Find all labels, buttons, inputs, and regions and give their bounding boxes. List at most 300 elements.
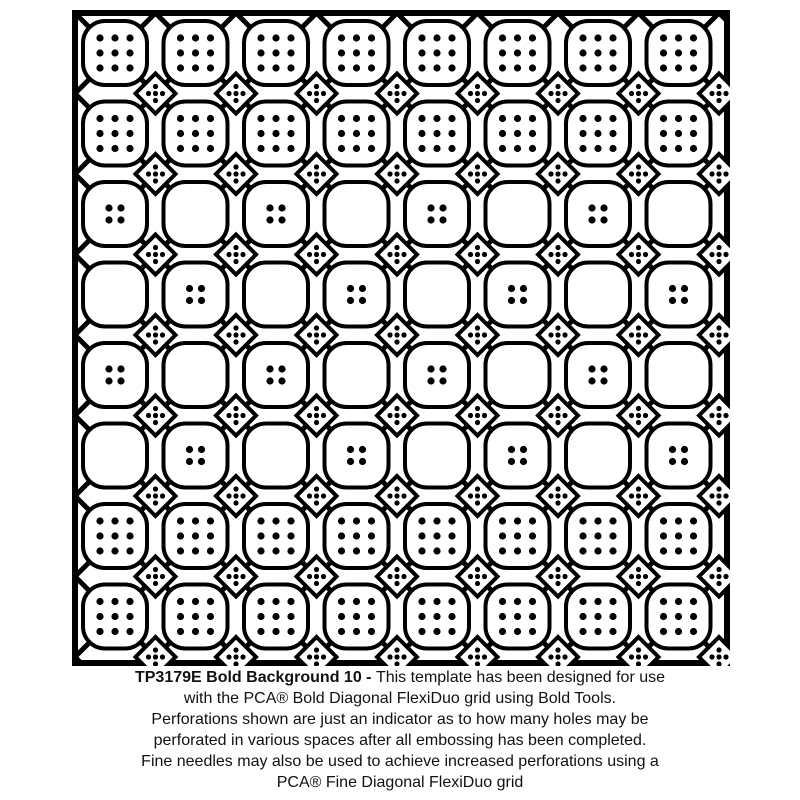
perforation-dot xyxy=(555,325,560,330)
perforation-dot xyxy=(314,567,319,572)
perforation-dot xyxy=(448,517,455,524)
perforation-dot xyxy=(555,406,560,411)
perforation-dot xyxy=(387,574,392,579)
perforation-dot xyxy=(177,628,184,635)
perforation-dot xyxy=(186,285,193,292)
perforation-dot xyxy=(233,245,238,250)
perforation-dot xyxy=(401,332,406,337)
perforation-dot xyxy=(96,64,103,71)
perforation-dot xyxy=(588,216,595,223)
caption-separator: - xyxy=(361,669,376,686)
perforation-dot xyxy=(111,517,118,524)
perforation-dot xyxy=(636,486,641,491)
perforation-dot xyxy=(643,413,648,418)
perforation-dot xyxy=(240,252,245,257)
perforation-dot xyxy=(600,365,607,372)
perforation-dot xyxy=(681,285,688,292)
perforation-dot xyxy=(636,413,641,418)
perforation-dot xyxy=(233,164,238,169)
lattice-pattern-svg xyxy=(72,10,730,666)
perforation-dot xyxy=(675,598,682,605)
perforation-dot xyxy=(609,613,616,620)
perforation-dot xyxy=(600,377,607,384)
perforation-dot xyxy=(233,178,238,183)
perforation-dot xyxy=(709,332,714,337)
perforation-dot xyxy=(418,49,425,56)
perforation-dot xyxy=(257,115,264,122)
perforation-dot xyxy=(579,130,586,137)
perforation-dot xyxy=(353,34,360,41)
perforation-dot xyxy=(609,598,616,605)
perforation-dot xyxy=(353,64,360,71)
perforation-dot xyxy=(314,98,319,103)
perforation-dot xyxy=(669,458,676,465)
perforation-dot xyxy=(186,458,193,465)
perforation-dot xyxy=(272,598,279,605)
perforation-dot xyxy=(153,84,158,89)
perforation-dot xyxy=(427,365,434,372)
perforation-dot xyxy=(529,517,536,524)
perforation-dot xyxy=(240,332,245,337)
perforation-dot xyxy=(96,613,103,620)
perforation-dot xyxy=(433,628,440,635)
rounded-petal-tile xyxy=(405,343,469,407)
perforation-dot xyxy=(562,574,567,579)
perforation-dot xyxy=(723,332,728,337)
perforation-dot xyxy=(177,517,184,524)
perforation-dot xyxy=(153,420,158,425)
perforation-dot xyxy=(499,145,506,152)
perforation-dot xyxy=(314,420,319,425)
perforation-dot xyxy=(594,598,601,605)
perforation-dot xyxy=(579,49,586,56)
perforation-dot xyxy=(594,64,601,71)
perforation-dot xyxy=(468,654,473,659)
perforation-dot xyxy=(716,406,721,411)
perforation-dot xyxy=(96,598,103,605)
perforation-dot xyxy=(272,517,279,524)
perforation-dot xyxy=(233,413,238,418)
perforation-dot xyxy=(448,628,455,635)
rounded-petal-tile xyxy=(83,424,147,488)
perforation-dot xyxy=(548,654,553,659)
perforation-dot xyxy=(314,332,319,337)
perforation-dot xyxy=(240,574,245,579)
perforation-dot xyxy=(233,84,238,89)
perforation-dot xyxy=(368,34,375,41)
perforation-dot xyxy=(257,613,264,620)
perforation-dot xyxy=(394,252,399,257)
perforation-dot xyxy=(257,34,264,41)
perforation-dot xyxy=(278,365,285,372)
perforation-dot xyxy=(709,91,714,96)
perforation-dot xyxy=(307,171,312,176)
perforation-dot xyxy=(240,171,245,176)
perforation-dot xyxy=(555,567,560,572)
perforation-dot xyxy=(257,547,264,554)
perforation-dot xyxy=(690,532,697,539)
perforation-dot xyxy=(439,365,446,372)
perforation-dot xyxy=(508,285,515,292)
perforation-dot xyxy=(499,613,506,620)
perforation-dot xyxy=(233,171,238,176)
perforation-dot xyxy=(636,252,641,257)
perforation-dot xyxy=(609,547,616,554)
rounded-petal-tile xyxy=(164,263,228,327)
perforation-dot xyxy=(600,216,607,223)
perforation-dot xyxy=(126,64,133,71)
perforation-dot xyxy=(555,493,560,498)
perforation-dot xyxy=(96,628,103,635)
perforation-dot xyxy=(629,91,634,96)
perforation-dot xyxy=(314,493,319,498)
perforation-dot xyxy=(111,145,118,152)
perforation-dot xyxy=(723,252,728,257)
perforation-dot xyxy=(198,297,205,304)
perforation-dot xyxy=(475,91,480,96)
perforation-dot xyxy=(314,486,319,491)
perforation-dot xyxy=(520,285,527,292)
rounded-petal-tile xyxy=(244,182,308,246)
perforation-dot xyxy=(439,377,446,384)
perforation-dot xyxy=(499,34,506,41)
perforation-dot xyxy=(226,654,231,659)
perforation-dot xyxy=(192,64,199,71)
perforation-dot xyxy=(368,145,375,152)
perforation-dot xyxy=(257,64,264,71)
perforation-dot xyxy=(475,245,480,250)
perforation-dot xyxy=(207,115,214,122)
perforation-dot xyxy=(690,628,697,635)
perforation-dot xyxy=(555,332,560,337)
perforation-dot xyxy=(338,547,345,554)
perforation-dot xyxy=(427,216,434,223)
perforation-dot xyxy=(555,581,560,586)
perforation-dot xyxy=(394,420,399,425)
perforation-dot xyxy=(660,145,667,152)
perforation-dot xyxy=(629,493,634,498)
perforation-dot xyxy=(636,581,641,586)
perforation-dot xyxy=(548,171,553,176)
perforation-dot xyxy=(433,532,440,539)
perforation-dot xyxy=(347,297,354,304)
perforation-dot xyxy=(579,613,586,620)
perforation-dot xyxy=(314,581,319,586)
perforation-dot xyxy=(579,517,586,524)
perforation-dot xyxy=(609,130,616,137)
perforation-dot xyxy=(338,49,345,56)
perforation-dot xyxy=(418,547,425,554)
perforation-dot xyxy=(321,654,326,659)
perforation-dot xyxy=(709,493,714,498)
perforation-dot xyxy=(207,517,214,524)
perforation-dot xyxy=(368,598,375,605)
perforation-dot xyxy=(272,532,279,539)
perforation-dot xyxy=(475,493,480,498)
perforation-dot xyxy=(307,413,312,418)
perforation-dot xyxy=(609,517,616,524)
perforation-dot xyxy=(233,647,238,652)
perforation-dot xyxy=(660,130,667,137)
perforation-dot xyxy=(387,252,392,257)
perforation-dot xyxy=(287,130,294,137)
perforation-dot xyxy=(433,613,440,620)
perforation-dot xyxy=(314,413,319,418)
perforation-dot xyxy=(272,613,279,620)
rounded-petal-tile xyxy=(566,182,630,246)
perforation-dot xyxy=(675,613,682,620)
perforation-dot xyxy=(555,245,560,250)
perforation-dot xyxy=(716,493,721,498)
perforation-dot xyxy=(418,34,425,41)
perforation-dot xyxy=(111,628,118,635)
perforation-dot xyxy=(126,628,133,635)
rounded-petal-tile xyxy=(325,424,389,488)
perforation-dot xyxy=(609,628,616,635)
perforation-dot xyxy=(475,647,480,652)
perforation-dot xyxy=(387,171,392,176)
perforation-dot xyxy=(233,325,238,330)
perforation-dot xyxy=(314,647,319,652)
perforation-dot xyxy=(579,34,586,41)
perforation-dot xyxy=(111,130,118,137)
perforation-dot xyxy=(177,115,184,122)
perforation-dot xyxy=(192,628,199,635)
perforation-dot xyxy=(448,613,455,620)
perforation-dot xyxy=(198,285,205,292)
perforation-dot xyxy=(287,598,294,605)
perforation-dot xyxy=(427,204,434,211)
perforation-dot xyxy=(394,493,399,498)
rounded-petal-tile xyxy=(486,343,550,407)
perforation-dot xyxy=(272,115,279,122)
perforation-dot xyxy=(660,547,667,554)
perforation-dot xyxy=(257,628,264,635)
perforation-dot xyxy=(153,574,158,579)
perforation-dot xyxy=(96,532,103,539)
perforation-dot xyxy=(690,49,697,56)
perforation-dot xyxy=(314,339,319,344)
perforation-dot xyxy=(675,130,682,137)
perforation-dot xyxy=(681,458,688,465)
perforation-dot xyxy=(514,64,521,71)
perforation-dot xyxy=(723,654,728,659)
perforation-dot xyxy=(338,613,345,620)
perforation-dot xyxy=(675,547,682,554)
perforation-dot xyxy=(475,178,480,183)
perforation-dot xyxy=(401,493,406,498)
perforation-dot xyxy=(153,500,158,505)
perforation-dot xyxy=(314,91,319,96)
perforation-dot xyxy=(353,532,360,539)
perforation-dot xyxy=(562,413,567,418)
perforation-dot xyxy=(594,34,601,41)
perforation-dot xyxy=(387,91,392,96)
perforation-dot xyxy=(177,598,184,605)
perforation-dot xyxy=(153,486,158,491)
perforation-dot xyxy=(716,420,721,425)
perforation-dot xyxy=(387,654,392,659)
perforation-dot xyxy=(177,130,184,137)
perforation-dot xyxy=(690,613,697,620)
perforation-dot xyxy=(609,532,616,539)
perforation-dot xyxy=(117,216,124,223)
perforation-dot xyxy=(96,34,103,41)
perforation-dot xyxy=(207,532,214,539)
perforation-dot xyxy=(160,332,165,337)
perforation-dot xyxy=(636,84,641,89)
perforation-dot xyxy=(126,34,133,41)
rounded-petal-tile xyxy=(325,182,389,246)
perforation-dot xyxy=(636,420,641,425)
perforation-dot xyxy=(529,64,536,71)
perforation-dot xyxy=(359,446,366,453)
perforation-dot xyxy=(468,413,473,418)
perforation-dot xyxy=(307,91,312,96)
perforation-dot xyxy=(96,130,103,137)
perforation-dot xyxy=(579,628,586,635)
perforation-dot xyxy=(240,654,245,659)
perforation-dot xyxy=(555,647,560,652)
perforation-dot xyxy=(146,91,151,96)
perforation-dot xyxy=(433,547,440,554)
perforation-dot xyxy=(482,332,487,337)
perforation-dot xyxy=(548,91,553,96)
perforation-dot xyxy=(475,171,480,176)
perforation-dot xyxy=(716,339,721,344)
perforation-dot xyxy=(153,581,158,586)
perforation-dot xyxy=(629,654,634,659)
perforation-dot xyxy=(146,252,151,257)
perforation-dot xyxy=(338,145,345,152)
perforation-dot xyxy=(709,574,714,579)
perforation-dot xyxy=(514,130,521,137)
perforation-dot xyxy=(690,64,697,71)
perforation-dot xyxy=(314,654,319,659)
perforation-dot xyxy=(675,115,682,122)
perforation-dot xyxy=(314,252,319,257)
perforation-dot xyxy=(690,145,697,152)
perforation-dot xyxy=(716,245,721,250)
perforation-dot xyxy=(240,413,245,418)
perforation-dot xyxy=(418,598,425,605)
perforation-dot xyxy=(508,446,515,453)
perforation-dot xyxy=(401,91,406,96)
perforation-dot xyxy=(177,49,184,56)
perforation-dot xyxy=(660,532,667,539)
perforation-dot xyxy=(353,598,360,605)
rounded-petal-tile xyxy=(486,182,550,246)
perforation-dot xyxy=(629,171,634,176)
perforation-dot xyxy=(468,171,473,176)
perforation-dot xyxy=(192,49,199,56)
perforation-dot xyxy=(448,532,455,539)
perforation-dot xyxy=(716,84,721,89)
perforation-dot xyxy=(233,98,238,103)
perforation-dot xyxy=(177,613,184,620)
perforation-dot xyxy=(499,547,506,554)
perforation-dot xyxy=(359,297,366,304)
perforation-dot xyxy=(353,613,360,620)
perforation-dot xyxy=(681,446,688,453)
perforation-dot xyxy=(394,245,399,250)
rounded-petal-tile xyxy=(244,343,308,407)
perforation-dot xyxy=(240,493,245,498)
perforation-dot xyxy=(394,325,399,330)
perforation-dot xyxy=(482,413,487,418)
perforation-dot xyxy=(588,365,595,372)
perforation-dot xyxy=(287,532,294,539)
perforation-dot xyxy=(307,252,312,257)
perforation-dot xyxy=(177,145,184,152)
perforation-dot xyxy=(353,517,360,524)
perforation-dot xyxy=(353,547,360,554)
perforation-dot xyxy=(562,332,567,337)
perforation-dot xyxy=(555,654,560,659)
perforation-dot xyxy=(716,647,721,652)
perforation-dot xyxy=(475,581,480,586)
perforation-dot xyxy=(548,574,553,579)
perforation-dot xyxy=(514,532,521,539)
perforation-dot xyxy=(146,332,151,337)
perforation-dot xyxy=(475,259,480,264)
perforation-dot xyxy=(475,252,480,257)
perforation-dot xyxy=(529,628,536,635)
perforation-dot xyxy=(514,145,521,152)
perforation-dot xyxy=(368,130,375,137)
perforation-dot xyxy=(307,332,312,337)
caption-line-3: Perforations shown are just an indicator as to how many holes may be xyxy=(151,711,649,728)
rounded-petal-tile xyxy=(405,424,469,488)
perforation-dot xyxy=(562,252,567,257)
perforation-dot xyxy=(499,628,506,635)
perforation-dot xyxy=(117,204,124,211)
perforation-dot xyxy=(368,115,375,122)
perforation-dot xyxy=(153,339,158,344)
perforation-dot xyxy=(418,613,425,620)
perforation-dot xyxy=(499,49,506,56)
perforation-dot xyxy=(192,532,199,539)
perforation-dot xyxy=(146,654,151,659)
perforation-dot xyxy=(636,493,641,498)
perforation-dot xyxy=(514,547,521,554)
perforation-dot xyxy=(257,49,264,56)
perforation-dot xyxy=(609,64,616,71)
perforation-dot xyxy=(690,34,697,41)
perforation-dot xyxy=(448,115,455,122)
perforation-dot xyxy=(529,49,536,56)
perforation-dot xyxy=(690,115,697,122)
perforation-dot xyxy=(514,34,521,41)
perforation-dot xyxy=(359,458,366,465)
perforation-dot xyxy=(314,259,319,264)
perforation-dot xyxy=(338,517,345,524)
perforation-dot xyxy=(660,598,667,605)
perforation-dot xyxy=(192,598,199,605)
perforation-dot xyxy=(448,598,455,605)
perforation-dot xyxy=(555,84,560,89)
perforation-dot xyxy=(636,91,641,96)
perforation-dot xyxy=(716,413,721,418)
perforation-dot xyxy=(226,252,231,257)
perforation-dot xyxy=(475,486,480,491)
perforation-dot xyxy=(347,285,354,292)
perforation-dot xyxy=(394,339,399,344)
perforation-dot xyxy=(529,145,536,152)
perforation-dot xyxy=(475,420,480,425)
perforation-dot xyxy=(287,34,294,41)
perforation-dot xyxy=(233,493,238,498)
